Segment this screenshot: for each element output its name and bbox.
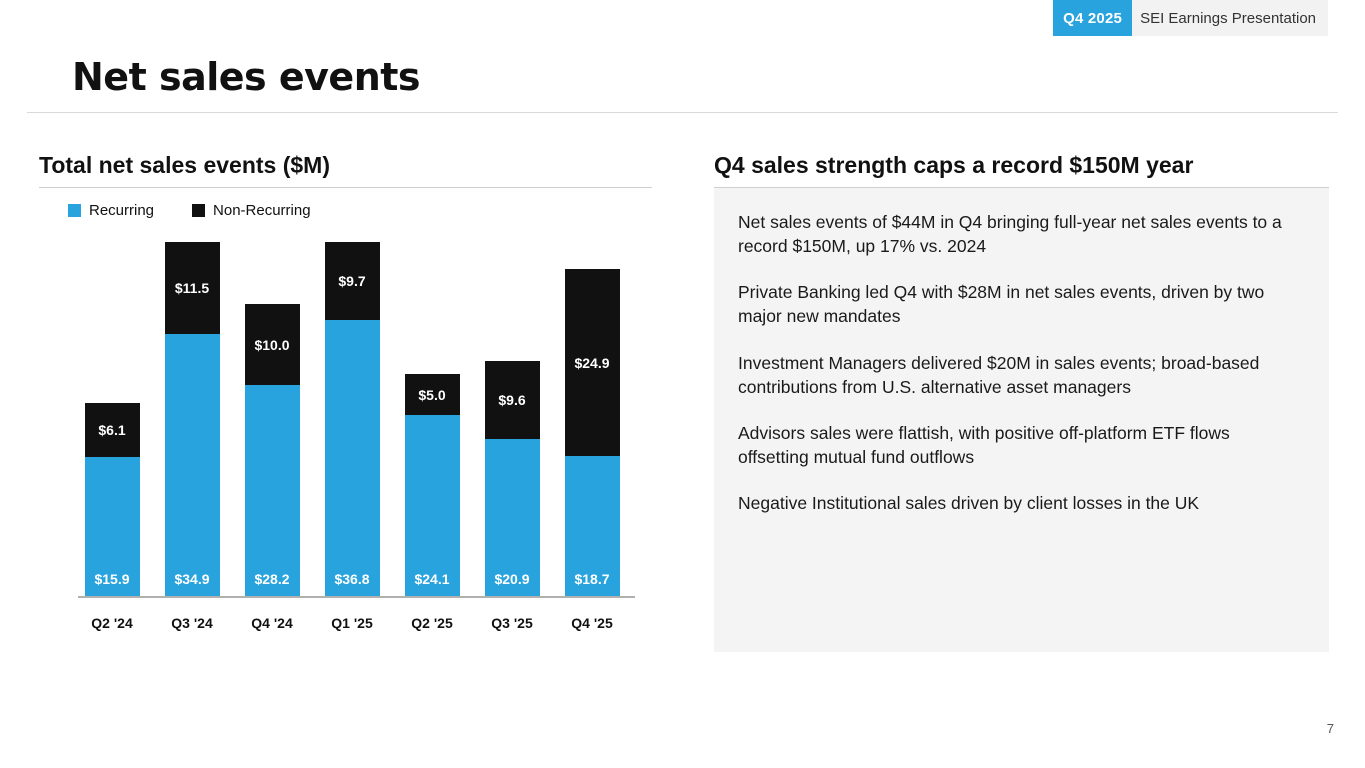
bar-label-nonrecurring: $11.5	[174, 280, 210, 296]
bar-label-nonrecurring: $9.7	[338, 273, 366, 289]
legend-item-nonrecurring	[192, 202, 311, 219]
chart-plot-area	[72, 237, 634, 597]
bar-label-recurring: $15.9	[94, 571, 130, 587]
bar-segment-recurring	[165, 334, 220, 597]
legend-label-nonrecurring: Non-Recurring	[213, 202, 311, 219]
page-number: 7	[1326, 721, 1334, 736]
bar-label-nonrecurring: $9.6	[498, 392, 526, 408]
bar-label-recurring: $20.9	[494, 571, 530, 587]
commentary-item: Private Banking led Q4 with $28M in net sales events, driven by two major new mandates	[738, 282, 1265, 327]
legend-swatch-recurring-icon	[68, 204, 81, 217]
legend-label-recurring: Recurring	[89, 202, 155, 219]
bar-column	[72, 403, 152, 597]
bar-label-recurring: $36.8	[334, 571, 370, 587]
bar-label-nonrecurring: $24.9	[574, 354, 610, 371]
bar-column	[152, 242, 232, 597]
bar-segment-nonrecurring	[245, 304, 300, 385]
chart-legend	[68, 202, 659, 219]
bar-label-recurring: $24.1	[414, 571, 450, 587]
commentary-panel	[714, 152, 1329, 652]
x-tick-label: Q3 '25	[491, 615, 533, 631]
stacked-bar-chart	[39, 233, 639, 653]
chart-x-axis	[78, 596, 635, 598]
bar-label-recurring: $28.2	[254, 571, 290, 587]
bar-segment-nonrecurring	[85, 403, 140, 457]
chart-heading: Total net sales events ($M)	[39, 152, 330, 178]
bar-segment-nonrecurring	[165, 242, 220, 334]
bar-column	[312, 242, 392, 597]
commentary-item: Advisors sales were flattish, with positive off-platform ETF flows offsetting mutual fund outflows	[738, 422, 1230, 467]
bar-segment-recurring	[565, 456, 620, 597]
bar-label-nonrecurring: $6.1	[98, 422, 126, 438]
x-tick-label: Q4 '24	[251, 615, 293, 631]
x-tick-label: Q4 '25	[571, 615, 613, 631]
bar-label-nonrecurring: $10.0	[254, 336, 290, 353]
x-tick-label: Q2 '25	[411, 615, 453, 631]
bar-label-recurring: $34.9	[174, 571, 210, 587]
chart-panel	[39, 152, 659, 653]
x-tick-label: Q2 '24	[91, 615, 133, 631]
bar-segment-nonrecurring	[565, 269, 620, 456]
bar-segment-recurring	[245, 385, 300, 597]
bar-segment-recurring	[325, 320, 380, 597]
chart-x-tick-labels	[72, 615, 634, 631]
bar-label-recurring: $18.7	[574, 571, 610, 587]
commentary-item: Investment Managers delivered $20M in sales events; broad-based contributions from U.S. alternative asset managers	[738, 352, 1260, 397]
commentary-box	[714, 188, 1329, 652]
badge-deck-title: SEI Earnings Presentation	[1132, 0, 1328, 36]
legend-item-recurring	[68, 202, 154, 219]
legend-swatch-nonrecurring-icon	[192, 204, 205, 217]
bar-column	[392, 374, 472, 597]
bar-segment-recurring	[405, 415, 460, 597]
bar-column	[232, 304, 312, 597]
title-divider	[27, 112, 1338, 113]
x-tick-label: Q1 '25	[331, 615, 373, 631]
commentary-item: Net sales events of $44M in Q4 bringing full-year net sales events to a record $150M, up 17% vs. 2024	[738, 212, 1282, 257]
bar-segment-recurring	[85, 457, 140, 597]
commentary-heading: Q4 sales strength caps a record $150M year	[714, 152, 1194, 178]
bar-label-nonrecurring: $5.0	[418, 386, 446, 403]
header-badge	[1053, 0, 1328, 36]
bar-column	[552, 269, 632, 597]
page-title: Net sales events	[72, 55, 421, 99]
bar-segment-nonrecurring	[485, 361, 540, 439]
badge-quarter-tag: Q4 2025	[1053, 0, 1132, 36]
bar-segment-recurring	[485, 439, 540, 597]
bar-segment-nonrecurring	[405, 374, 460, 415]
chart-heading-divider	[39, 187, 652, 188]
bar-segment-nonrecurring	[325, 242, 380, 320]
commentary-item: Negative Institutional sales driven by client losses in the UK	[738, 493, 1200, 514]
x-tick-label: Q3 '24	[171, 615, 213, 631]
bar-column	[472, 361, 552, 597]
